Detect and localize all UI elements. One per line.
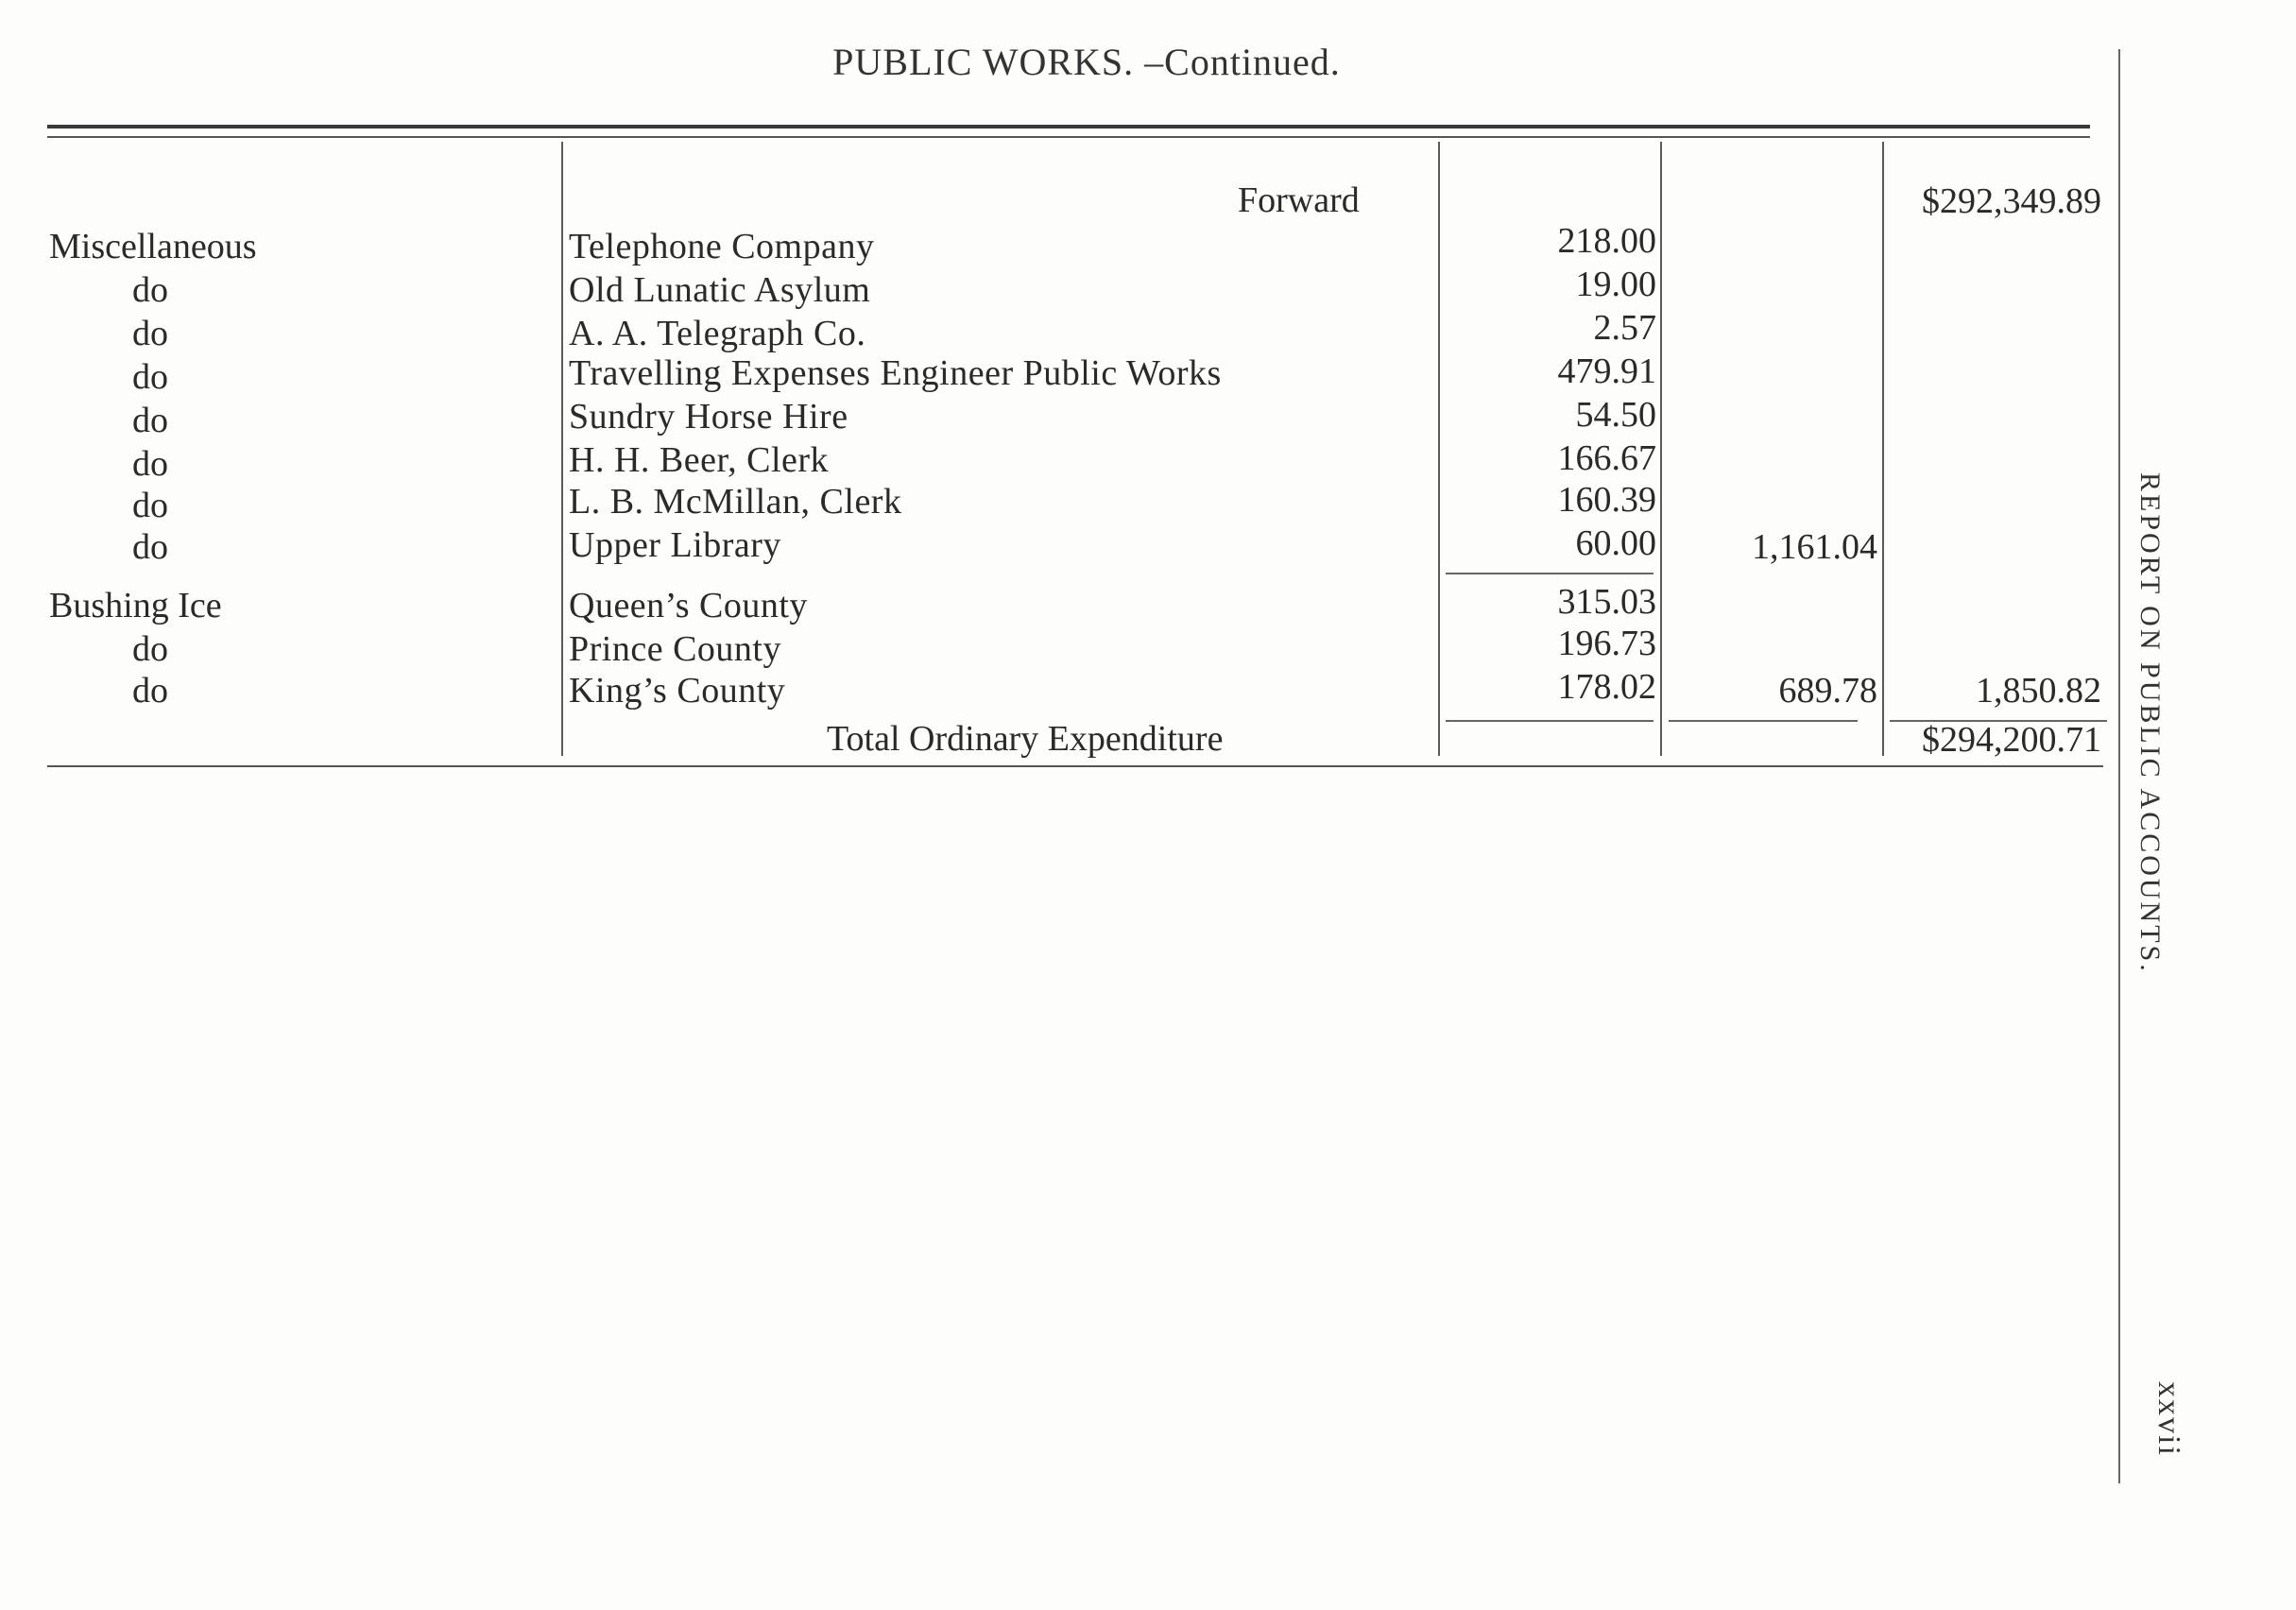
page-margin-rule: [2118, 49, 2120, 1483]
row-item: Old Lunatic Asylum: [569, 270, 871, 310]
row-item: King’s County: [569, 671, 786, 711]
forward-label: Forward: [1238, 180, 1360, 220]
row-item: Prince County: [569, 629, 781, 669]
row-category: do: [132, 357, 168, 397]
total-rule-subtotal: [1669, 720, 1858, 722]
forward-amount: $292,349.89: [1922, 181, 2101, 221]
row-amount: 60.00: [1575, 523, 1656, 563]
row-category: do: [132, 629, 168, 669]
column-divider-subtotal: [1660, 142, 1662, 756]
row-category: do: [132, 444, 168, 484]
row-amount: 160.39: [1557, 480, 1656, 520]
subtotal-rule: [1446, 573, 1653, 574]
row-category: do: [132, 314, 168, 353]
row-amount: 315.03: [1557, 582, 1656, 622]
row-amount: 2.57: [1593, 308, 1656, 348]
page-title: PUBLIC WORKS. –Continued.: [832, 41, 1341, 83]
margin-side-title: REPORT ON PUBLIC ACCOUNTS.: [2134, 472, 2166, 974]
row-amount: 218.00: [1557, 221, 1656, 261]
row-category: do: [132, 401, 168, 440]
row-amount: 196.73: [1557, 624, 1656, 663]
row-item: H. H. Beer, Clerk: [569, 440, 830, 480]
header-rule-thick: [47, 125, 2090, 128]
row-item: Sundry Horse Hire: [569, 397, 848, 437]
row-category: Bushing Ice: [49, 586, 222, 625]
row-amount: 166.67: [1557, 438, 1656, 478]
row-item: Telephone Company: [569, 227, 875, 266]
row-item: Queen’s County: [569, 586, 808, 625]
row-category: do: [132, 486, 168, 525]
column-divider-items: [561, 142, 563, 756]
row-category: Miscellaneous: [49, 227, 257, 266]
row-total: 1,850.82: [1976, 671, 2101, 711]
row-amount: 178.02: [1557, 667, 1656, 707]
row-amount: 19.00: [1575, 265, 1656, 304]
row-category: do: [132, 671, 168, 711]
total-amount: $294,200.71: [1922, 720, 2101, 760]
column-divider-total: [1882, 142, 1884, 756]
table-bottom-rule: [47, 765, 2103, 767]
row-subtotal: 1,161.04: [1752, 527, 1877, 567]
row-item: Upper Library: [569, 525, 781, 565]
row-category: do: [132, 270, 168, 310]
row-item: Travelling Expenses Engineer Public Works: [569, 353, 1222, 393]
row-item: L. B. McMillan, Clerk: [569, 482, 902, 522]
row-subtotal: 689.78: [1778, 671, 1877, 711]
column-divider-amount: [1438, 142, 1440, 756]
total-rule-amount: [1446, 720, 1653, 722]
row-amount: 479.91: [1557, 351, 1656, 391]
header-rule-thin: [47, 136, 2090, 138]
row-category: do: [132, 527, 168, 567]
page-number: xxvii: [2151, 1381, 2186, 1457]
row-item: A. A. Telegraph Co.: [569, 314, 866, 353]
total-label: Total Ordinary Expenditure: [827, 719, 1224, 759]
row-amount: 54.50: [1575, 395, 1656, 435]
